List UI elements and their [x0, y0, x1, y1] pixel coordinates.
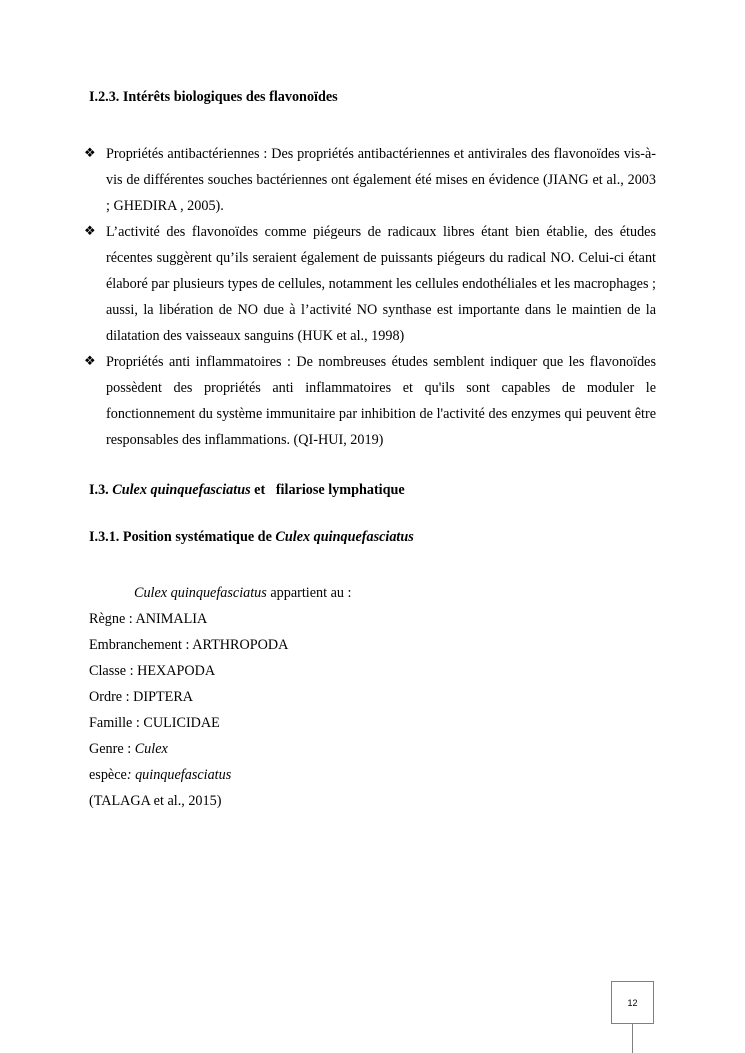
- taxonomy-embranchement: Embranchement : ARTHROPODA: [89, 637, 289, 653]
- genre-value: Culex: [134, 741, 168, 757]
- heading-suffix: et filariose lymphatique: [250, 482, 405, 498]
- bullet-list: [0, 141, 745, 453]
- bullet-item-radical-scavenger: [84, 219, 656, 349]
- diamond-bullet-icon: ❖: [84, 224, 96, 239]
- diamond-bullet-icon: ❖: [84, 146, 96, 161]
- espece-value: : quinquefasciatus: [126, 767, 232, 783]
- taxonomy-ordre: Ordre : DIPTERA: [89, 689, 194, 705]
- heading-species: Culex quinquefasciatus: [275, 529, 414, 545]
- taxonomy-intro: [89, 580, 352, 606]
- bullet-item-antibacterial: [84, 141, 656, 219]
- taxonomy-classe: Classe : HEXAPODA: [89, 663, 216, 679]
- taxonomy-espece: [89, 762, 352, 788]
- taxonomy-genre: [89, 736, 352, 762]
- page-number-box: [611, 981, 654, 1024]
- heading-species: Culex quinquefasciatus: [112, 482, 251, 498]
- taxonomy-regne: Règne : ANIMALIA: [89, 611, 208, 627]
- diamond-bullet-icon: ❖: [84, 354, 96, 369]
- page-number-connector-line: [632, 1024, 633, 1053]
- genre-label: Genre :: [89, 741, 135, 757]
- bullet-text: L’activité des flavonoïdes comme piégeurs de radicaux libres étant bien établie, des études récentes suggèrent qu’ils seraient également de puissants piégeurs du radical NO. Celui-ci étant élaboré par plusieurs types de cellules, notamment les cellules endothéliales et les macrophages ; aussi, la libération de NO due à l’activité NO synthase est importante dans le maintien de la dilatation des vaisseaux sanguins (HUK et al., 1998): [106, 224, 656, 344]
- section-heading-1-3: [89, 482, 405, 499]
- espece-label: espèce: [89, 767, 127, 783]
- section-heading-1-2-3: [89, 89, 338, 106]
- section-heading-1-3-1: [89, 529, 414, 546]
- page-number: 12: [627, 997, 638, 1008]
- taxonomy-block: [89, 580, 352, 814]
- section-title: I.2.3. Intérêts biologiques des flavonoïdes: [89, 89, 338, 105]
- heading-prefix: I.3.1. Position systématique de: [89, 529, 276, 545]
- bullet-text: Propriétés anti inflammatoires : De nombreuses études semblent indiquer que les flavonoïdes possèdent des propriétés anti inflammatoires et qu'ils sont capables de moduler le fonctionnement du système immunitaire par inhibition de l'activité des enzymes qui peuvent être responsables des inflammations. (QI-HUI, 2019): [106, 354, 656, 448]
- bullet-text: Propriétés antibactériennes : Des propriétés antibactériennes et antivirales des flavonoïdes vis-à-vis de différentes souches bactériennes ont également été mises en évidence (JIANG et al., 2003 ; GHEDIRA , 2005).: [106, 146, 656, 214]
- taxonomy-famille: Famille : CULICIDAE: [89, 715, 220, 731]
- taxonomy-reference: (TALAGA et al., 2015): [89, 793, 222, 809]
- intro-species: Culex quinquefasciatus: [134, 585, 267, 601]
- heading-prefix: I.3.: [89, 482, 113, 498]
- bullet-item-anti-inflammatory: [84, 349, 656, 453]
- intro-rest: appartient au :: [266, 585, 352, 601]
